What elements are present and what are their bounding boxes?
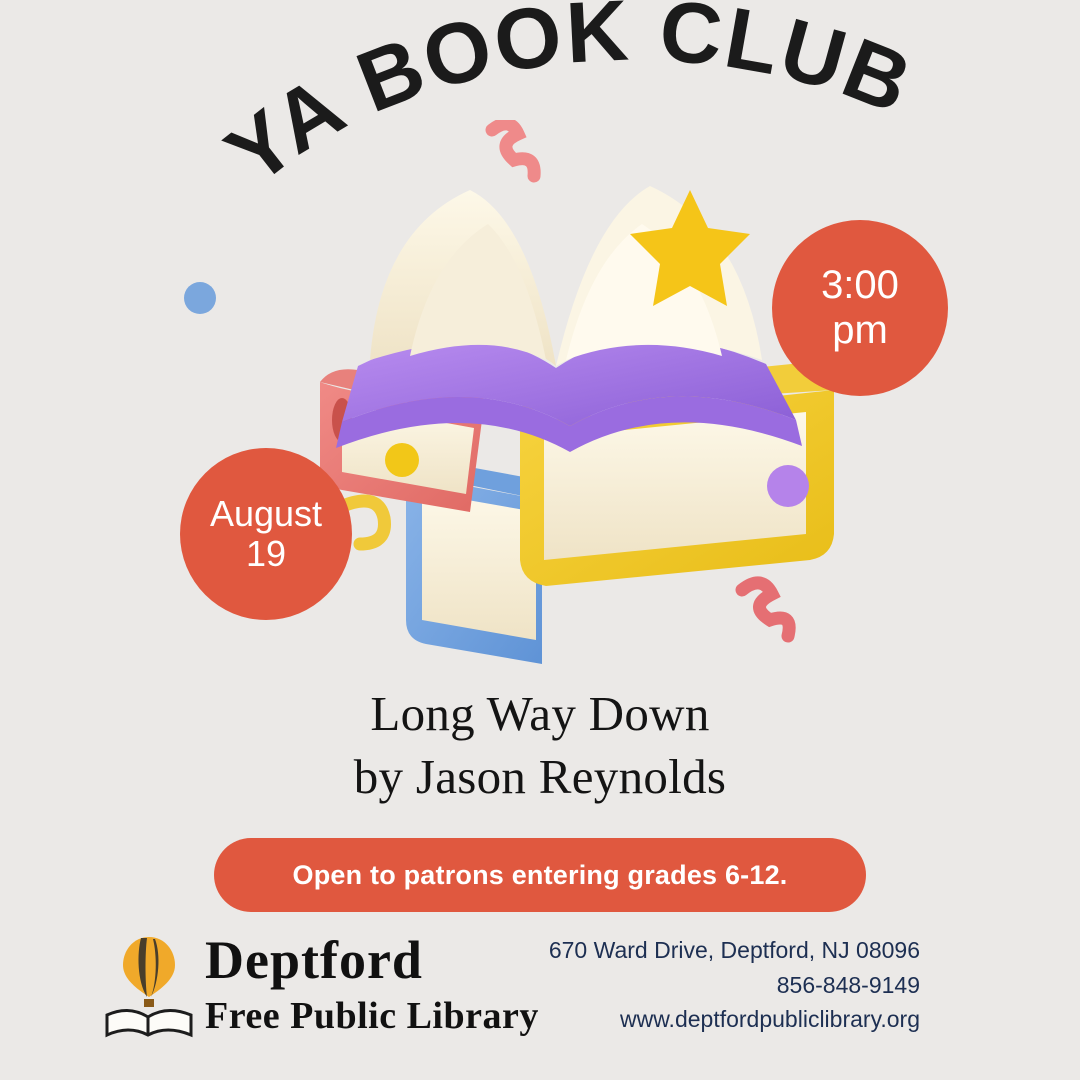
contact-address: 670 Ward Drive, Deptford, NJ 08096 <box>548 937 920 963</box>
stack-of-books-illustration <box>170 120 930 680</box>
pink-ribbon-bottom <box>742 583 789 636</box>
contact-website[interactable]: www.deptfordpubliclibrary.org <box>620 1006 920 1032</box>
hot-air-balloon-over-open-book-icon <box>103 931 195 1041</box>
footer <box>0 915 1080 1080</box>
library-name-line1: Deptford <box>205 930 423 990</box>
logo-svg <box>103 931 195 1041</box>
time-badge <box>772 220 948 396</box>
eligibility-note-text: Open to patrons entering grades 6-12. <box>292 859 788 890</box>
date-badge-line1: August <box>209 492 323 534</box>
page-title: YA BOOK CLUB <box>209 0 926 203</box>
pink-ribbon-top <box>492 124 534 176</box>
library-wordmark <box>205 930 539 1037</box>
time-badge-line1: 3:00 <box>821 263 899 308</box>
purple-ball <box>767 465 809 507</box>
date-badge-text <box>210 494 322 575</box>
yellow-ball <box>385 443 419 477</box>
book-title-line1: Long Way Down <box>370 686 710 741</box>
library-name-line2: Free Public Library <box>205 995 539 1037</box>
book-title-line2: by Jason Reynolds <box>353 748 727 804</box>
time-badge-text <box>821 263 899 353</box>
eligibility-note-pill <box>214 838 866 912</box>
time-badge-line2: pm <box>832 308 888 352</box>
date-badge <box>180 448 352 620</box>
blue-ball <box>184 282 216 314</box>
date-badge-line2: 19 <box>245 533 287 574</box>
contact-info <box>549 933 920 1037</box>
contact-phone: 856-848-9149 <box>776 971 920 998</box>
book-title <box>0 683 1080 808</box>
